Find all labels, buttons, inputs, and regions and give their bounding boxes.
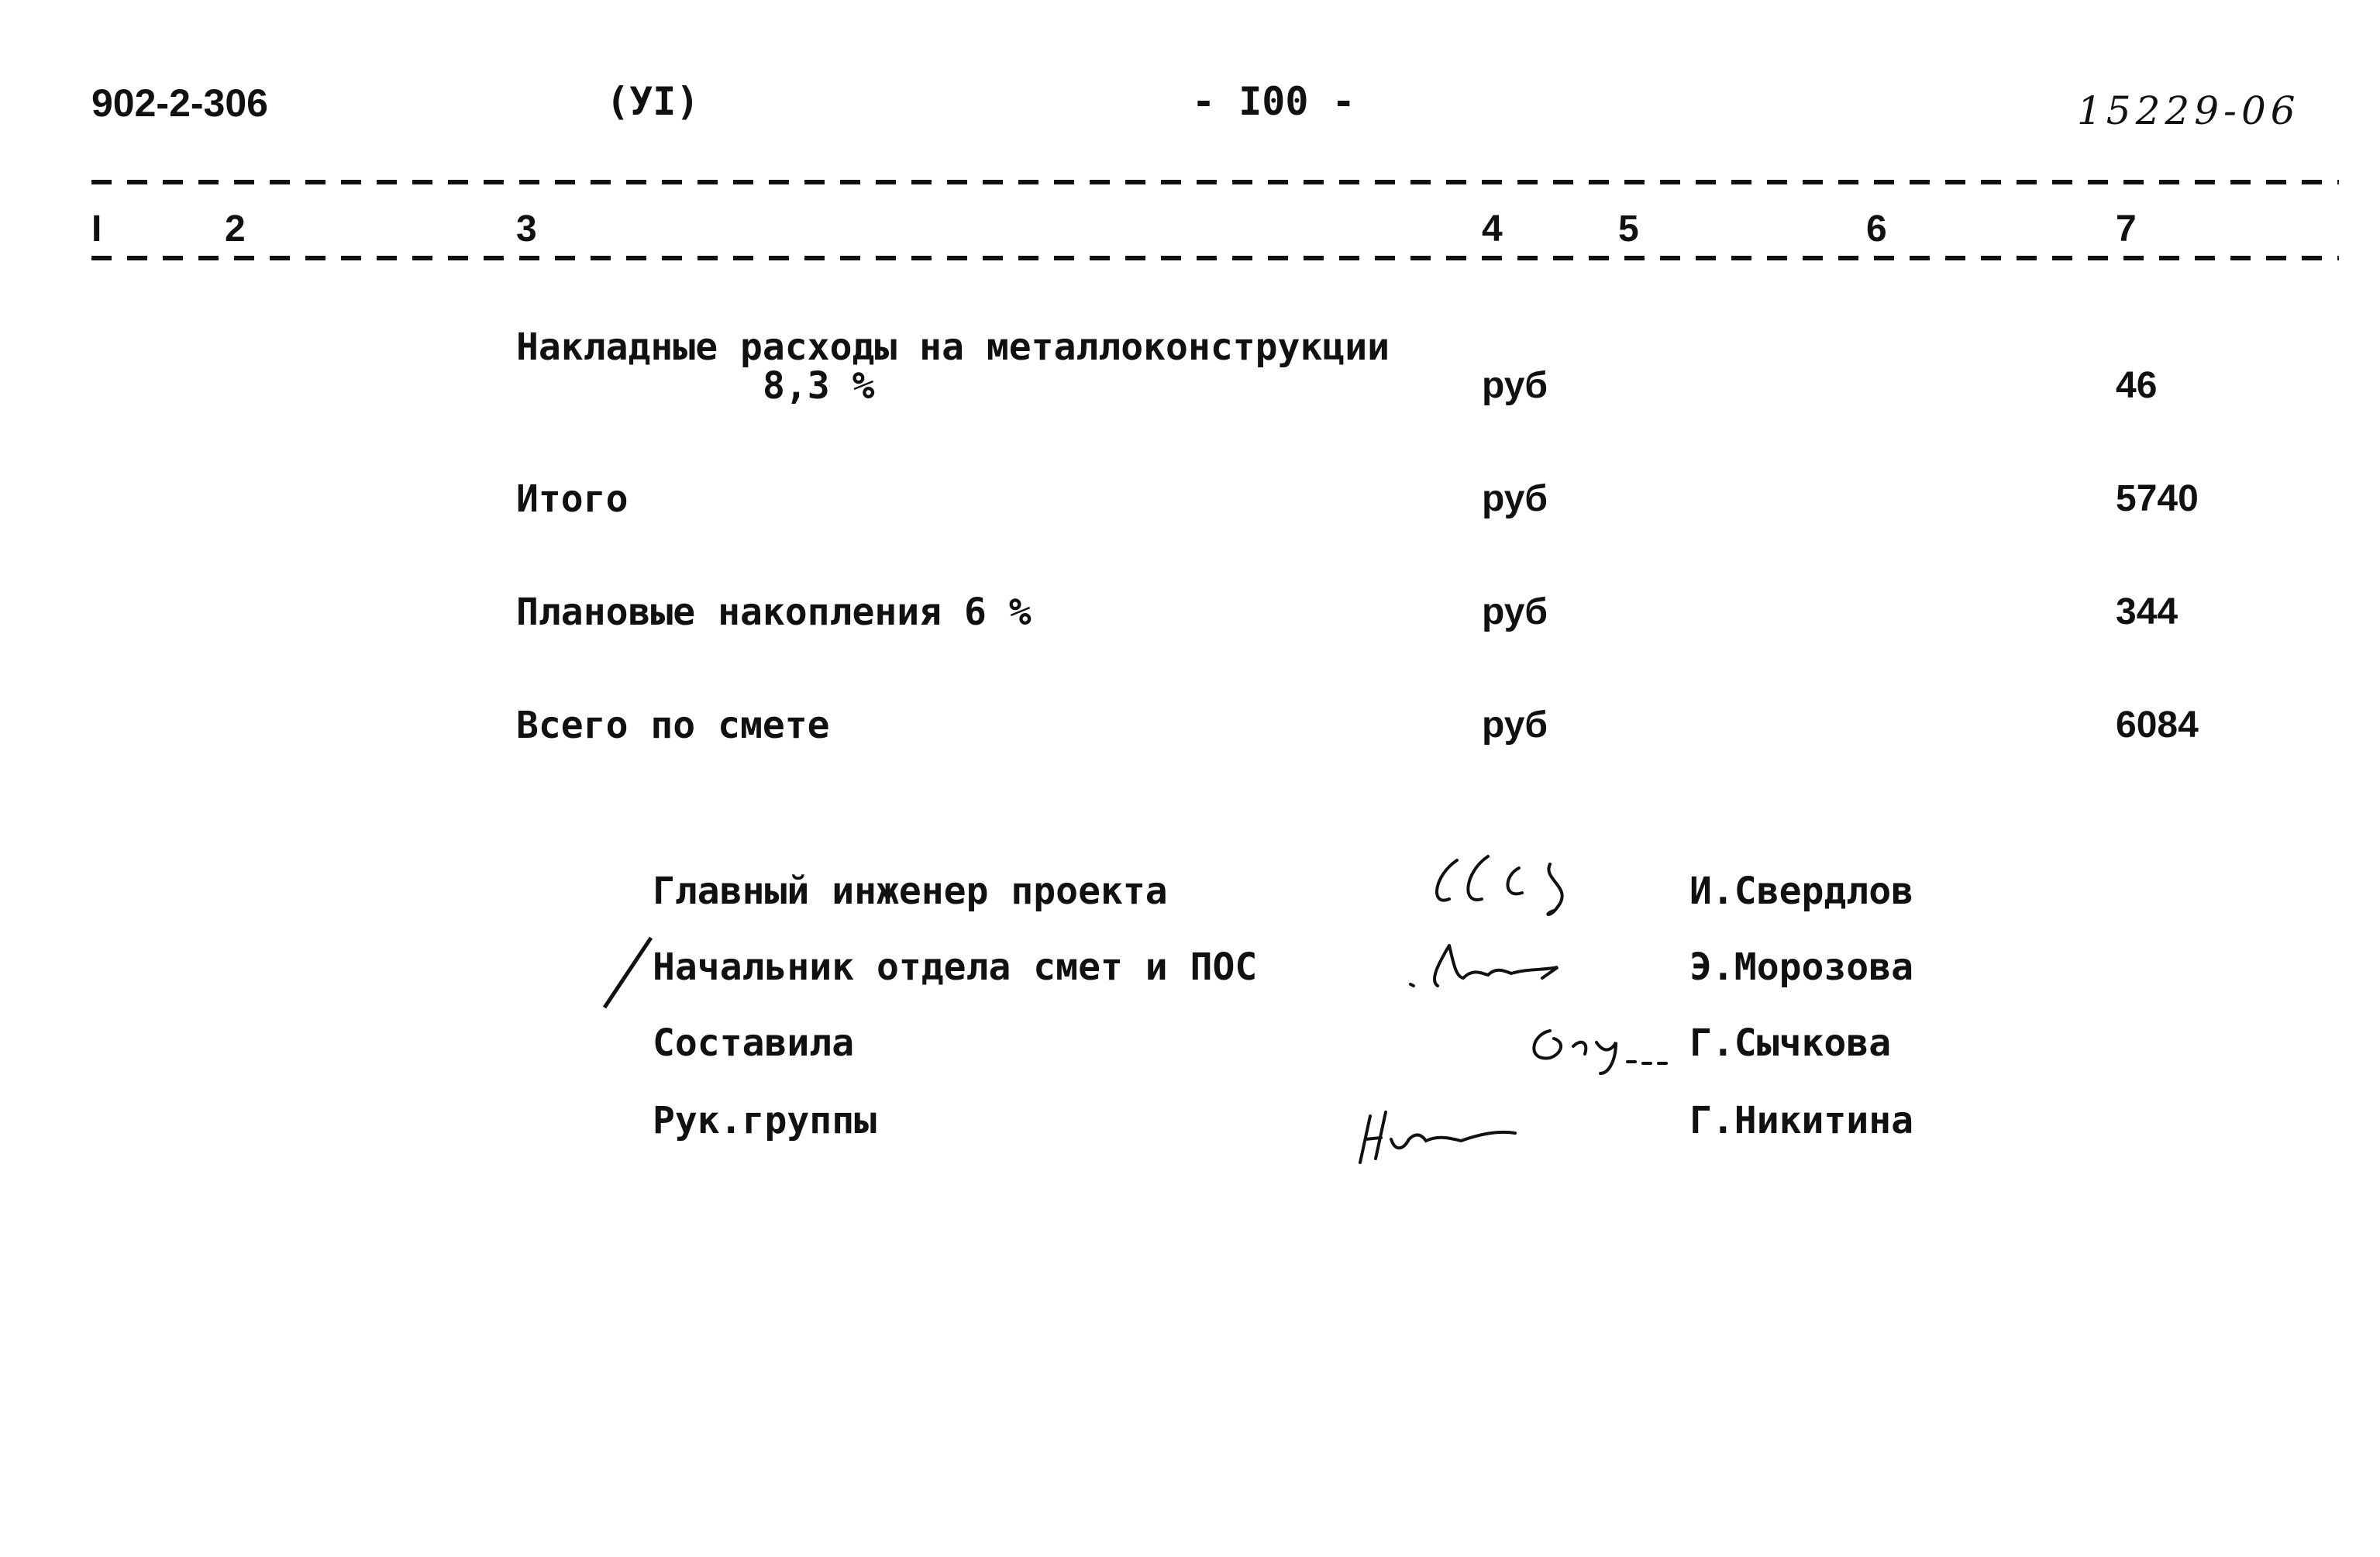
column-number-6: 6: [1866, 208, 1887, 250]
row-label: Итого: [516, 477, 629, 521]
column-number-1: I: [91, 208, 102, 250]
column-number-2: 2: [225, 208, 246, 250]
document-code: 902-2-306: [91, 81, 268, 125]
signature-role: Начальник отдела смет и ПОС: [653, 946, 1258, 989]
slash-mark: [597, 930, 666, 1015]
column-number-5: 5: [1618, 208, 1639, 250]
separator-line-top: [91, 180, 2339, 184]
row-value: 344: [2116, 591, 2179, 632]
row-unit: руб: [1482, 478, 1548, 519]
page-number: - I00 -: [1192, 79, 1355, 124]
signature-name: Э.Морозова: [1689, 946, 1913, 989]
column-number-3: 3: [516, 208, 537, 250]
row-value: 6084: [2116, 704, 2199, 746]
signature-name: Г.Сычкова: [1689, 1021, 1892, 1065]
signature-role: Составила: [653, 1021, 855, 1065]
row-label: Накладные расходы на металлоконструкции: [516, 326, 1390, 369]
handwritten-signature: [1403, 930, 1604, 1000]
separator-line-columns: [91, 256, 2339, 260]
handwritten-signature: [1519, 1008, 1682, 1077]
handwritten-signature: [1348, 1093, 1534, 1170]
row-label: Всего по смете: [516, 704, 830, 747]
archive-number: 15229-06: [2077, 88, 2300, 133]
row-unit: руб: [1482, 704, 1548, 746]
signature-role: Главный инженер проекта: [653, 870, 1168, 913]
column-number-7: 7: [2116, 208, 2137, 250]
row-label: Плановые накопления 6 %: [516, 591, 1032, 634]
row-value: 46: [2116, 365, 2158, 406]
row-unit: руб: [1482, 365, 1548, 406]
row-sublabel: 8,3 %: [763, 364, 875, 408]
signature-name: Г.Никитина: [1689, 1099, 1913, 1142]
row-value: 5740: [2116, 478, 2199, 519]
signature-name: И.Свердлов: [1689, 870, 1913, 913]
part-number: (УI): [606, 79, 700, 124]
column-number-4: 4: [1482, 208, 1503, 250]
row-unit: руб: [1482, 591, 1548, 632]
handwritten-signature: [1426, 845, 1635, 930]
signature-role: Рук.группы: [653, 1099, 877, 1142]
